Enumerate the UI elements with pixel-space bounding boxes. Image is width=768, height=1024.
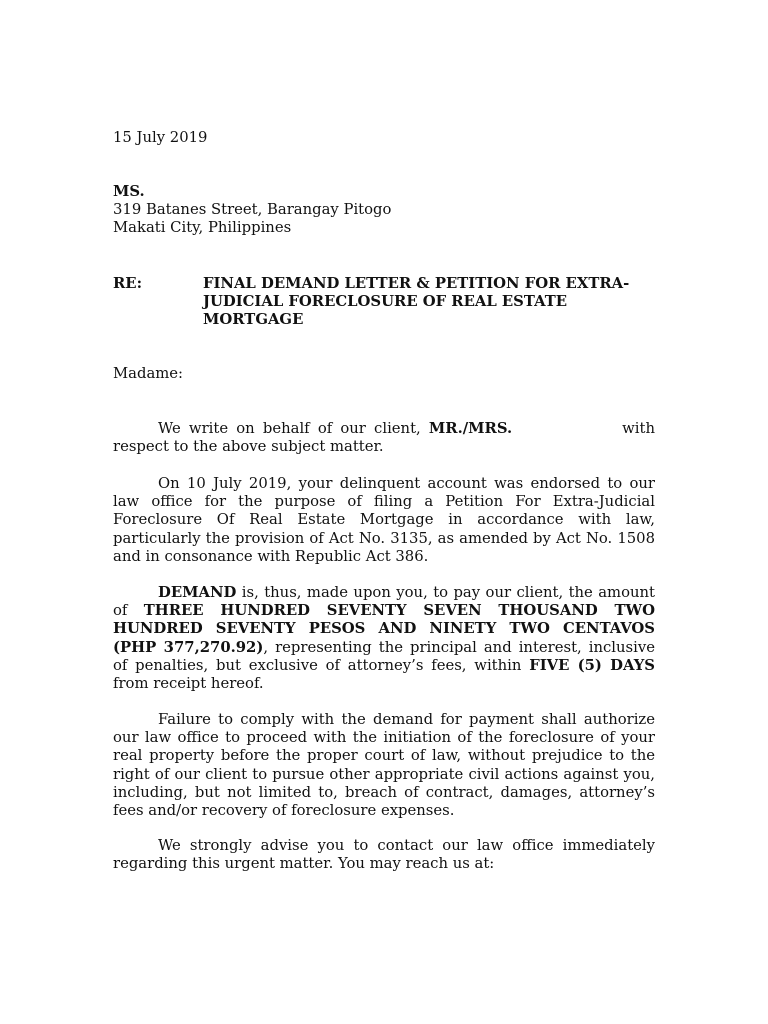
paragraph-failure: Failure to comply with the demand for payment shall authorize our law office to proceed with the initiation of the foreclosure of your real property before the proper court of law, without prejudice to the right of our client to pursue other appropriate civil actions against you, including, but not limited to, breach of contract, damages, attorney’s fees and/or recovery of foreclosure expenses. bbox=[113, 711, 655, 820]
paragraph-client bbox=[113, 420, 655, 456]
p3-text-1: is, thus, made upon you, to pay our client, the amount of bbox=[113, 584, 655, 620]
paragraph-demand bbox=[113, 584, 655, 693]
recipient-address-line-2: Makati City, Philippines bbox=[113, 219, 292, 237]
demand-keyword: DEMAND bbox=[158, 584, 237, 601]
re-label: RE: bbox=[113, 275, 143, 292]
p3-text-2: , representing the principal and interest, inclusive of penalties, but exclusive of attorney’s fees, within bbox=[113, 638, 655, 674]
demand-amount: THREE HUNDRED SEVENTY SEVEN THOUSAND TWO HUNDRED SEVENTY PESOS AND NINETY TWO CENTAVOS (PHP 377,270.92) bbox=[113, 602, 655, 656]
client-name: MR./MRS. bbox=[428, 420, 513, 437]
p3-text-3: from receipt hereof. bbox=[113, 675, 264, 693]
recipient-block bbox=[113, 183, 655, 238]
p1-lead: We write on behalf of our client, bbox=[158, 420, 429, 437]
letter-date: 15 July 2019 bbox=[113, 129, 208, 146]
paragraph-contact: We strongly advise you to contact our law office immediately regarding this urgent matter. You may reach us at: bbox=[113, 837, 655, 873]
re-subject: FINAL DEMAND LETTER & PETITION FOR EXTRA-JUDICIAL FORECLOSURE OF REAL ESTATE MORTGAGE bbox=[203, 275, 630, 329]
recipient-address-line-1: 319 Batanes Street, Barangay Pitogo bbox=[113, 201, 392, 219]
salutation: Madame: bbox=[113, 365, 184, 382]
recipient-title: MS. bbox=[113, 183, 145, 200]
p1-tail: with respect to the above subject matter. bbox=[113, 420, 655, 456]
demand-deadline: FIVE (5) DAYS bbox=[529, 656, 655, 674]
paragraph-endorsement: On 10 July 2019, your delinquent account was endorsed to our law office for the purpose of filing a Petition For Extra-Judicial Foreclosure Of Real Estate Mortgage in accordance with law, particularly the provision of Act No. 3135, as amended by Act No. 1508 and in consonance with Republic Act 386. bbox=[113, 475, 655, 565]
